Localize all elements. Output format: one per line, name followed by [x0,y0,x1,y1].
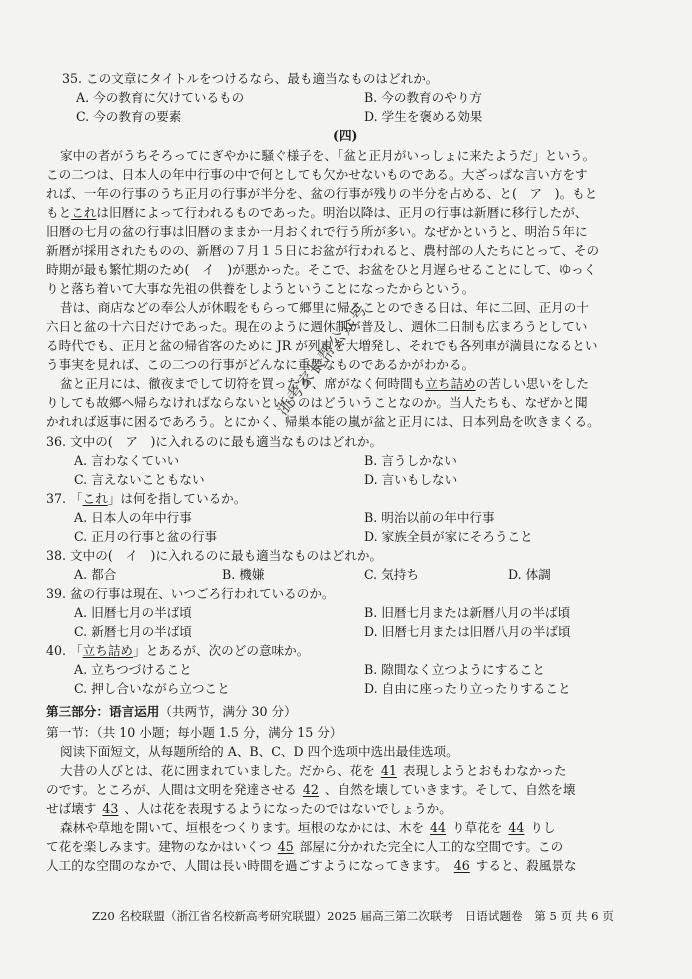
q40-option-a: A. 立ちつづけること [74,662,192,677]
watermark-stamp: 浙考家长帮公众号 [272,299,372,419]
q37-option-c: C. 正月の行事と盆の行事 [74,529,218,544]
q40-stem: 40. 「立ち詰め」とあるが、次のどの意味か。 [46,643,310,658]
q39-option-b: B. 旧暦七月または新暦八月の半ば頃 [364,605,571,620]
section-4-heading: (四) [333,128,358,143]
q35-stem: 35. この文章にタイトルをつけるなら、最も適当なものはどれか。 [62,71,439,86]
q37-option-a: A. 日本人の年中行事 [74,510,192,525]
part3-section1: 第一节：（共 10 小题；每小题 1.5 分，满分 15 分） [46,725,343,740]
cloze-line: 大昔の人びとは、花に囲まれていました。だから、花を 41 表現しようとおもわなかった [60,763,567,778]
q37-stem: 37. 「これ」は何を指しているか。 [46,491,247,506]
passage-line: かれれば返事に困るであろう。とにかく、帰巣本能の嵐が盆と正月には、日本列島を吹きまくる。 [46,414,600,429]
q38-option-a: A. 都合 [74,567,117,582]
passage-line: この二つは、日本人の年中行事の中で何としても欠かせないものである。大ざっぱな言い方をす [46,167,588,182]
cloze-line: せば壊す 43 、人は花を表現するようになったのではないでしょうか。 [46,801,452,816]
passage-line: 家中の者がうちそろってにぎやかに騒ぐ様子を、「盆と正月がいっしょに来たようだ」という。 [60,148,596,163]
q38-option-c: C. 気持ち [364,567,419,582]
q39-stem: 39. 盆の行事は現在、いつごろ行われているのか。 [46,586,335,601]
passage-line: 旧暦の七月の盆の行事は旧暦のままか一月おくれで行う所が多い。なぜかというと、明治５年に [46,224,588,239]
cloze-line: 人工的な空間のなかで、人間は長い時間を過ごすようになってきます。 46 すると、殺風景な [46,858,577,873]
cloze-line: のです。ところが、人間は文明を発達させる 42 、自然を壊していきます。そして、自然を壊 [46,782,576,797]
blank-42: 42 [302,782,319,797]
q35-option-a: A. 今の教育に欠けているもの [76,90,245,105]
passage-line: 昔は、商店などの奉公人が休暇をもらって郷里に帰ることのできる日は、年に二回、正月の十 [60,300,589,315]
blank-44b: 44 [508,820,525,835]
blank-44a: 44 [429,820,446,835]
part3-title: 第三部分：语言运用（共两节，满分 30 分） [46,704,297,719]
q36-stem: 36. 文中の( ア )に入れるのに最も適当なものはどれか。 [46,434,383,449]
q39-option-d: D. 旧暦七月または旧暦八月の半ば頃 [364,624,571,639]
underlined-tachizume: 立ち詰め [425,376,476,391]
q36-option-a: A. 言わなくていい [74,453,180,468]
passage-line: 六日と盆の十六日だけであった。現在のように週休制が普及し、週休二日制も広まろうとしてい [46,319,588,334]
passage-line: りと落ち着いて大事な先祖の供養をしようということになったからという。 [46,281,475,296]
page-footer: Z20 名校联盟（浙江省名校新高考研究联盟）2025 届高三第二次联考 日语试题卷 第 5 页 共 6 页 [92,909,614,923]
blank-41: 41 [380,763,397,778]
q35-option-c: C. 今の教育の要素 [76,109,182,124]
underlined-kore: これ [71,205,97,220]
passage-line: 新暦が採用されたものの、新暦の７月１５日にお盆が行われると、農村部の人たちにとって、その [46,243,600,258]
part3-instruction: 阅读下面短文，从每题所给的 A、B、C、D 四个选项中选出最佳选项。 [60,744,459,759]
q35-option-b: B. 今の教育のやり方 [364,90,483,105]
blank-46: 46 [453,858,470,873]
q40-option-d: D. 自由に座ったり立ったりすること [364,681,571,696]
blank-43: 43 [102,801,119,816]
passage-line: 時期が最も繁忙期のため( イ )が悪かった。そこで、お盆をひと月遅らせることにして、ゆっく [46,262,597,277]
passage-line: もとこれは旧暦によって行われるものであった。明治以降は、正月の行事は新暦に移行したが、 [46,205,588,220]
q37-option-b: B. 明治以前の年中行事 [364,510,495,525]
cloze-line: て花を楽しみます。建物のなかはいくつ 45 部屋に分かれた完全に人工的な空間です。この [46,839,564,854]
passage-line: る時代でも、正月と盆の帰省客のために JR が列車を大増発し、それでも各列車が満員になるとい [46,338,598,353]
q37-option-d: D. 家族全員が家にそろうこと [364,529,533,544]
blank-45: 45 [277,839,294,854]
q38-option-b: B. 機嫌 [222,567,265,582]
q40-option-b: B. 隙間なく立つようにすること [364,662,545,677]
q36-option-b: B. 言うしかない [364,453,457,468]
q39-option-c: C. 新暦七月の半ば頃 [74,624,192,639]
passage-line: りしても故郷へ帰らなければならないというのはどういうことなのか。当人たちも、なぜかと聞 [46,395,588,410]
passage-line: 盆と正月には、徹夜までして切符を買ったり、席がなく何時間も立ち詰めの苦しい思いをした [60,376,589,391]
q36-option-c: C. 言えないこともない [74,472,205,487]
q39-option-a: A. 旧暦七月の半ば頃 [74,605,192,620]
q40-option-c: C. 押し合いながら立つこと [74,681,230,696]
cloze-line: 森林や草地を開いて、垣根をつくります。垣根のなかには、木を 44 り草花を 44 りし [60,820,556,835]
q38-option-d: D. 体調 [508,567,551,582]
q35-option-d: D. 学生を褒める効果 [364,109,483,124]
passage-line: れば、一年の行事のうち正月の行事が半分を、盆の行事が残りの半分を占める、と( ア )。もと [46,186,598,201]
q36-option-d: D. 言いもしない [364,472,458,487]
passage-line: う事実を見れば、この二つの行事がどんなに重要なものであるかがわかる。 [46,357,475,372]
q38-stem: 38. 文中の( イ )に入れるのに最も適当なものはどれか。 [46,548,383,563]
